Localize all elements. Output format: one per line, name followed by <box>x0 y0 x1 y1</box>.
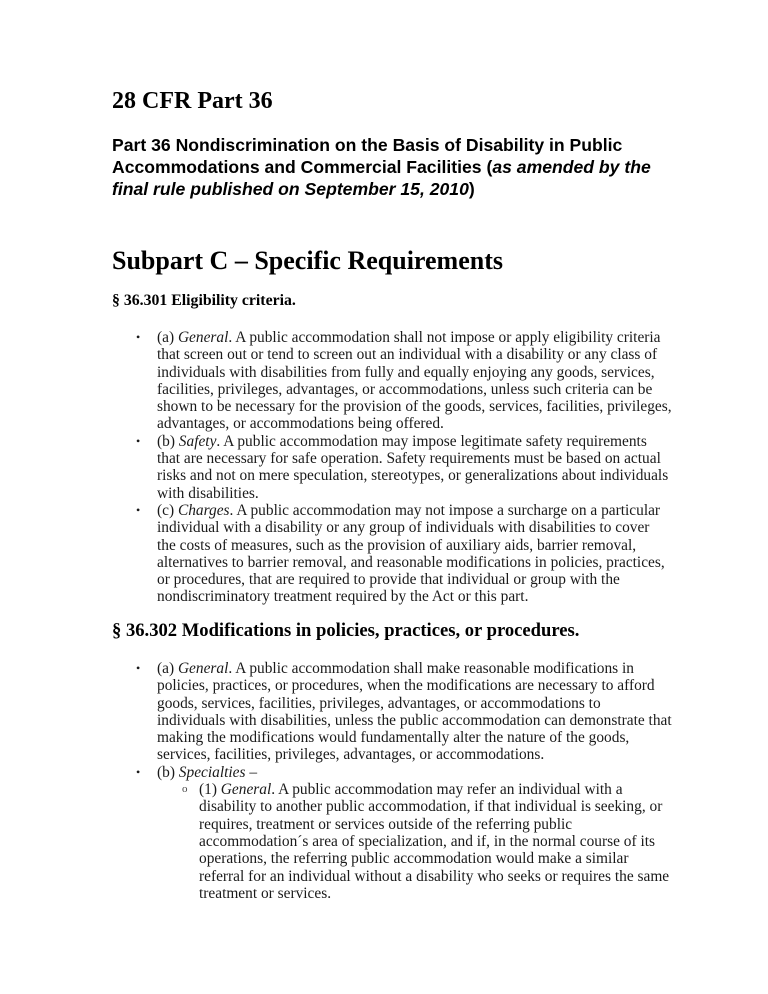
bullet-icon: • <box>136 502 141 517</box>
list-item <box>112 329 672 433</box>
item-text: . A public accommodation may not impose a surcharge on a particular individual with a disability or any group of individuals with disabilities to cover the costs of measures, such as the provision of auxiliary aids, barrier removal, alternatives to barrier removal, and reasonable modifications in policies, practices, or procedures, that are required to provide that individual or group with the nondiscriminatory treatment required by the Act or this part. <box>157 501 665 606</box>
list-item <box>112 502 672 606</box>
list-item <box>112 660 672 764</box>
subpart-heading: Subpart C – Specific Requirements <box>112 246 503 275</box>
subtitle-main: Part 36 Nondiscrimination on the Basis of Disability in Public Accommodations and Commercial Facilities ( <box>112 135 623 177</box>
document-title: 28 CFR Part 36 <box>112 88 273 114</box>
item-label: (a) <box>157 660 178 677</box>
item-term: Charges <box>177 501 230 519</box>
subitem-label: (1) <box>199 781 221 799</box>
subtitle-close: ) <box>468 179 475 199</box>
bullet-icon: • <box>136 433 141 448</box>
list-item <box>112 433 672 502</box>
section-36-301-list <box>112 329 672 606</box>
list-item <box>112 764 672 902</box>
specialties-sublist <box>157 781 672 902</box>
document-subtitle <box>112 134 672 200</box>
item-text: . A public accommodation may impose legitimate safety requirements that are necessary for safe operation. Safety requirements must be based on actual risks and not on mere speculation, stereotypes, or generalizations about individuals with disabilities. <box>157 432 669 502</box>
item-label: (c) <box>157 501 178 519</box>
item-label: (b) <box>157 432 179 450</box>
circle-bullet-icon: o <box>182 783 188 796</box>
section-heading-36-302: § 36.302 Modifications in policies, practices, or procedures. <box>112 620 580 641</box>
bullet-icon: • <box>136 661 141 675</box>
item-text: – <box>245 763 258 781</box>
subtitle-italic: as amended by the final rule published on September 15, 2010 <box>112 157 651 199</box>
subitem-text: . A public accommodation may refer an individual with a disability to another public accommodation, if that individual is seeking, or requires, treatment or services outside of the referring public accommodation´s area of specialization, and if, in the normal course of its operations, the referring public accommodation would make a similar referral for an individual without a disability who seeks or requires the same treatment or services. <box>199 781 670 902</box>
bullet-icon: • <box>136 764 141 779</box>
section-36-302-list <box>112 660 672 902</box>
item-label: (a) <box>157 329 178 346</box>
item-term: General <box>177 660 229 677</box>
item-text: . A public accommodation shall make reasonable modifications in policies, practices, or procedures, when the modifications are necessary to afford goods, services, facilities, privileges, advantages, or accommodations to individuals with disabilities, unless the public accommodation can demonstrate that making the modifications would fundamentally alter the nature of the goods, services, facilities, privileges, advantages, or accommodations. <box>157 660 672 764</box>
item-term: General <box>177 329 229 346</box>
sublist-item <box>157 781 672 902</box>
item-term: Safety <box>178 432 217 450</box>
item-term: Specialties <box>178 763 246 781</box>
item-text: . A public accommodation shall not impose or apply eligibility criteria that screen out or tend to screen out an individual with a disability or any class of individuals with disabilities from fully and equally enjoying any goods, services, facilities, privileges, advantages, or accommodations, unless such criteria can be shown to be necessary for the provision of the goods, services, facilities, privileges, advantages, or accommodations being offered. <box>157 329 672 433</box>
bullet-icon: • <box>136 330 141 344</box>
item-label: (b) <box>157 763 179 781</box>
subitem-term: General <box>220 781 272 799</box>
section-heading-36-301: § 36.301 Eligibility criteria. <box>112 292 296 309</box>
